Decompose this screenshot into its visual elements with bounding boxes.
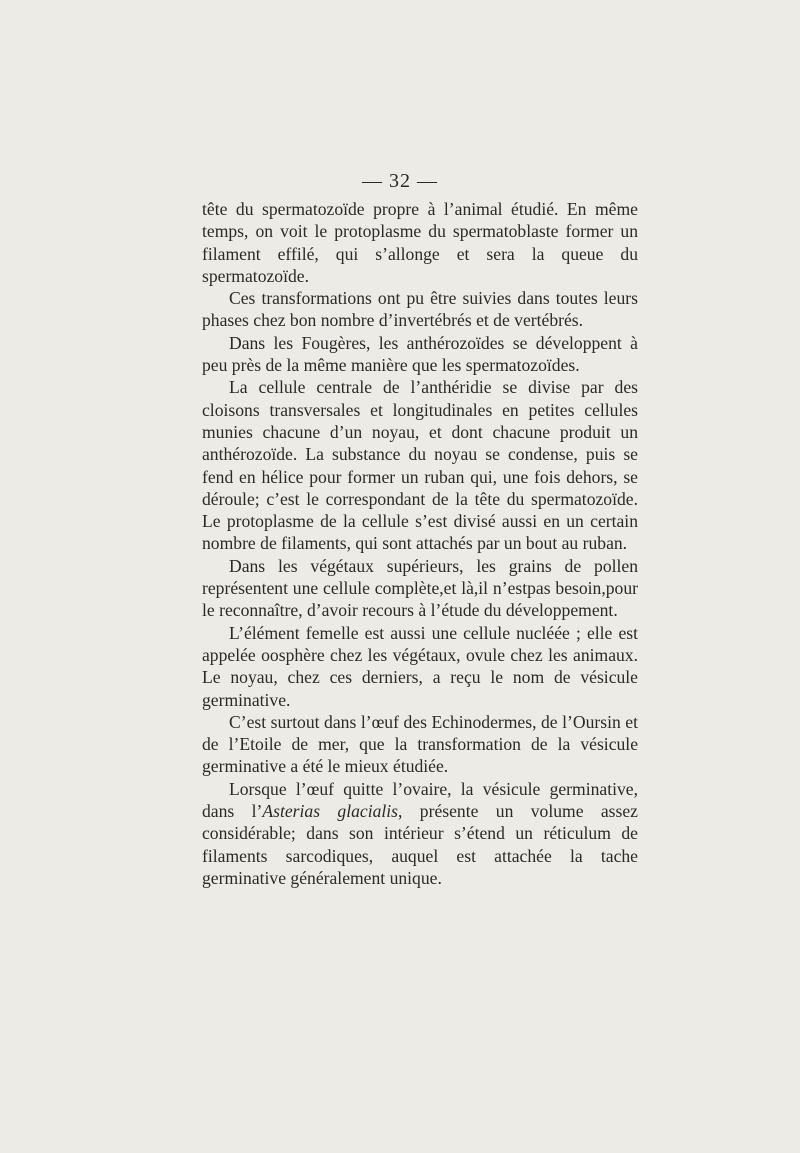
- paragraph: [202, 376, 638, 554]
- paragraph-text: L’élément femelle est aussi une cellule nucléée ; elle est appelée oosphère chez les végétaux, ovule chez les animaux. Le noyau, chez ces derniers, a reçu le nom de vésicule germinative.: [202, 622, 638, 710]
- paragraph: [202, 198, 638, 287]
- paragraph: [202, 778, 638, 889]
- paragraph-text: La cellule centrale de l’anthéridie se divise par des cloisons transversales et longitudinales en petites cellules munies chacune d’un noyau, et dont chacune produit un anthérozoïde. La substance du noyau se condense, puis se fend en hélice pour former un ruban qui, une fois dehors, se déroule; c’est le correspondant de la tête du spermatozoïde. Le protoplasme de la cellule s’est divisé aussi en un certain nombre de filaments, qui sont attachés par un bout au ruban.: [202, 377, 638, 554]
- paragraph: [202, 711, 638, 778]
- italic-text: Asterias glacialis: [262, 801, 399, 822]
- paragraph-text: Ces transformations ont pu être suivies dans toutes leurs phases chez bon nombre d’invertébrés et de vertébrés.: [202, 288, 638, 331]
- paragraph: [202, 332, 638, 377]
- page-number: — 32 —: [362, 170, 438, 192]
- paragraph-text: , présente un volume assez considérable; dans son intérieur s’étend un réticulum de filaments sarcodiques, auquel est attachée la tache germinative généralement unique.: [202, 801, 638, 888]
- paragraph-text: C’est surtout dans l’œuf des Echinodermes, de l’Oursin et de l’Etoile de mer, que la transformation de la vésicule germinative a été le mieux étudiée.: [202, 711, 638, 777]
- paragraph: [202, 622, 638, 711]
- paragraph-text: Lorsque l’œuf quitte l’ovaire, la vésicule germinative, dans l’: [202, 778, 638, 822]
- paragraph-text: Dans les végétaux supérieurs, les grains de pollen représentent une cellule complète,et là,il n’estpas besoin,pour le reconnaître, d’avoir recours à l’étude du développement.: [202, 555, 638, 621]
- body-text: [202, 198, 638, 889]
- paragraph: [202, 555, 638, 622]
- paragraph-text: Dans les Fougères, les anthérozoïdes se développent à peu près de la même manière que les spermatozoïdes.: [202, 332, 638, 376]
- paragraph-text: tête du spermatozoïde propre à l’animal étudié. En même temps, on voit le protoplasme du spermatoblaste former un filament effilé, qui s’allonge et sera la queue du spermatozoïde.: [202, 199, 638, 286]
- paragraph: [202, 287, 638, 332]
